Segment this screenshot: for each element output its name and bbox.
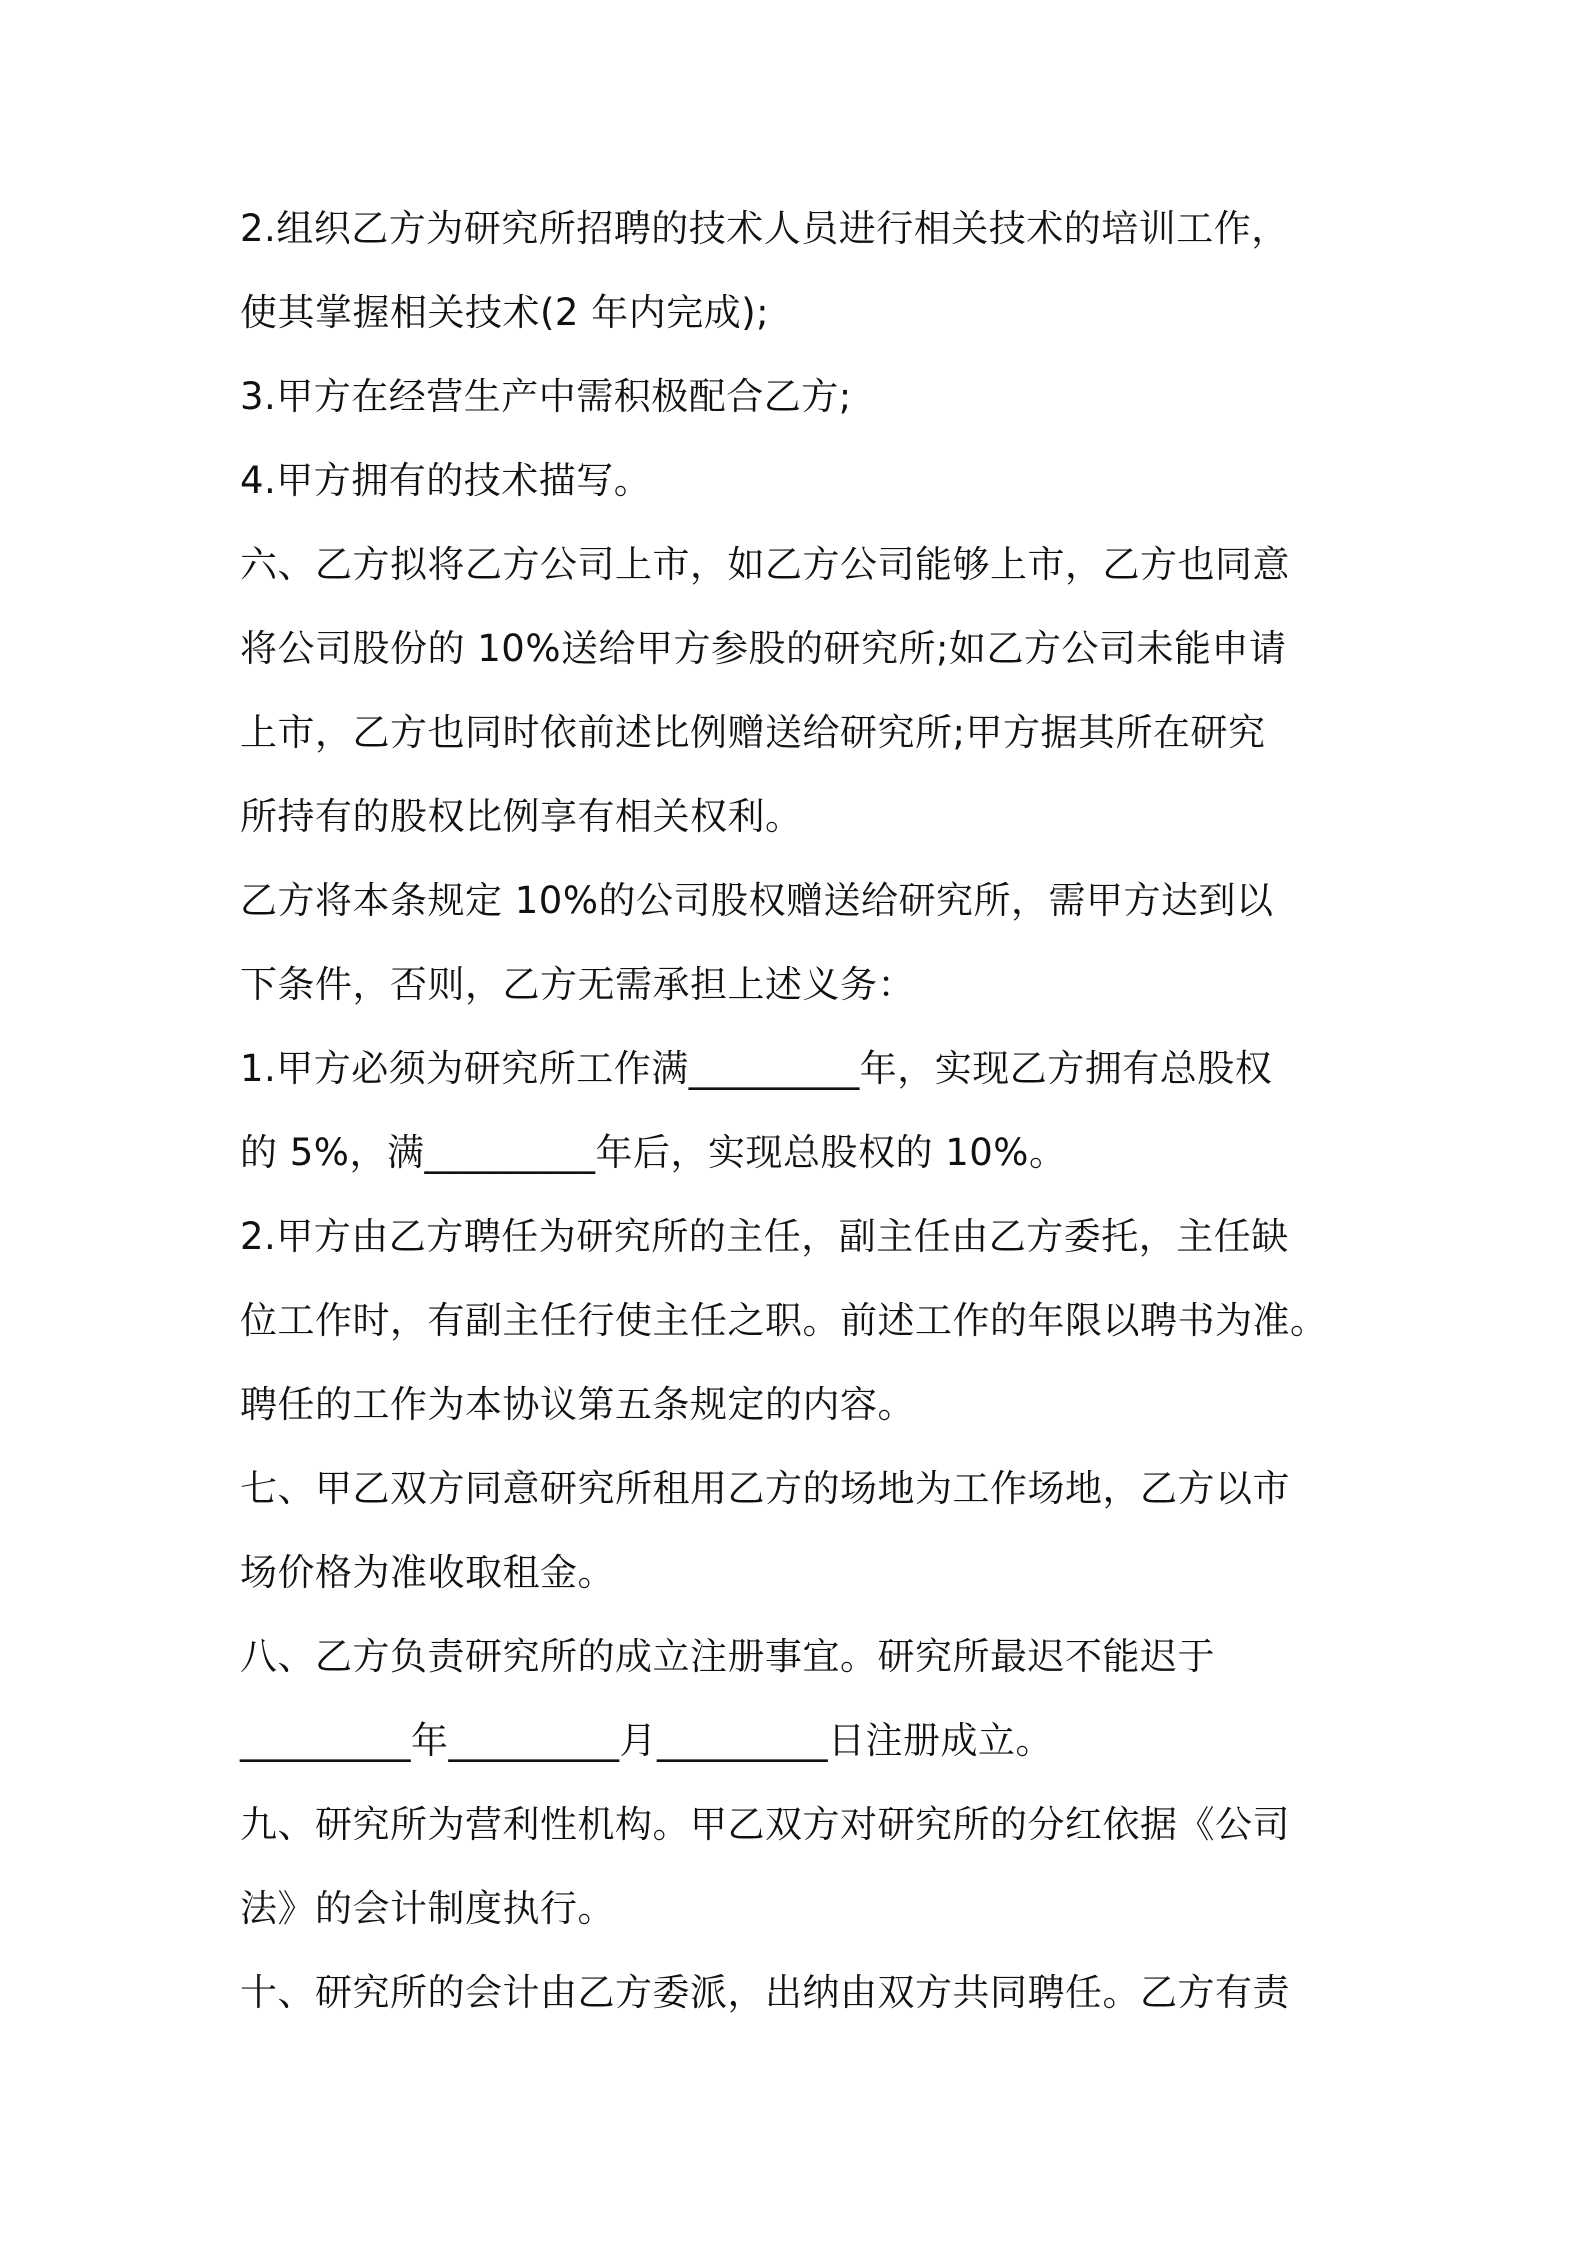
text-line: 下条件，否则，乙方无需承担上述义务：: [240, 963, 915, 1006]
text-line: 所持有的股权比例享有相关权利。: [240, 795, 803, 838]
text-line: 七、甲乙双方同意研究所租用乙方的场地为工作场地，乙方以市: [240, 1467, 1290, 1510]
text-line: 场价格为准收取租金。: [240, 1551, 615, 1594]
text-line: 将公司股份的 10%送给甲方参股的研究所;如乙方公司未能申请: [240, 627, 1287, 670]
text-line: 1.甲方必须为研究所工作满_________年，实现乙方拥有总股权: [240, 1047, 1273, 1090]
text-line: 的 5%，满_________年后，实现总股权的 10%。: [240, 1131, 1067, 1174]
text-line: 八、乙方负责研究所的成立注册事宜。研究所最迟不能迟于: [240, 1635, 1215, 1678]
text-line: 2.甲方由乙方聘任为研究所的主任，副主任由乙方委托，主任缺: [240, 1215, 1289, 1258]
text-line: 六、乙方拟将乙方公司上市，如乙方公司能够上市，乙方也同意: [240, 543, 1290, 586]
text-line: 乙方将本条规定 10%的公司股权赠送给研究所，需甲方达到以: [240, 879, 1274, 922]
text-line: 使其掌握相关技术(2 年内完成);: [240, 291, 770, 334]
text-line: 九、研究所为营利性机构。甲乙双方对研究所的分红依据《公司: [240, 1803, 1290, 1846]
text-line: 上市，乙方也同时依前述比例赠送给研究所;甲方据其所在研究: [240, 711, 1266, 754]
text-line: 4.甲方拥有的技术描写。: [240, 459, 652, 502]
text-line: 法》的会计制度执行。: [240, 1887, 615, 1930]
text-line: _________年_________月_________日注册成立。: [240, 1719, 1053, 1762]
text-line: 位工作时，有副主任行使主任之职。前述工作的年限以聘书为准。: [240, 1299, 1328, 1342]
text-line: 十、研究所的会计由乙方委派，出纳由双方共同聘任。乙方有责: [240, 1971, 1290, 2014]
text-line: 2.组织乙方为研究所招聘的技术人员进行相关技术的培训工作，: [240, 207, 1289, 250]
text-line: 3.甲方在经营生产中需积极配合乙方;: [240, 375, 852, 418]
text-line: 聘任的工作为本协议第五条规定的内容。: [240, 1383, 915, 1426]
